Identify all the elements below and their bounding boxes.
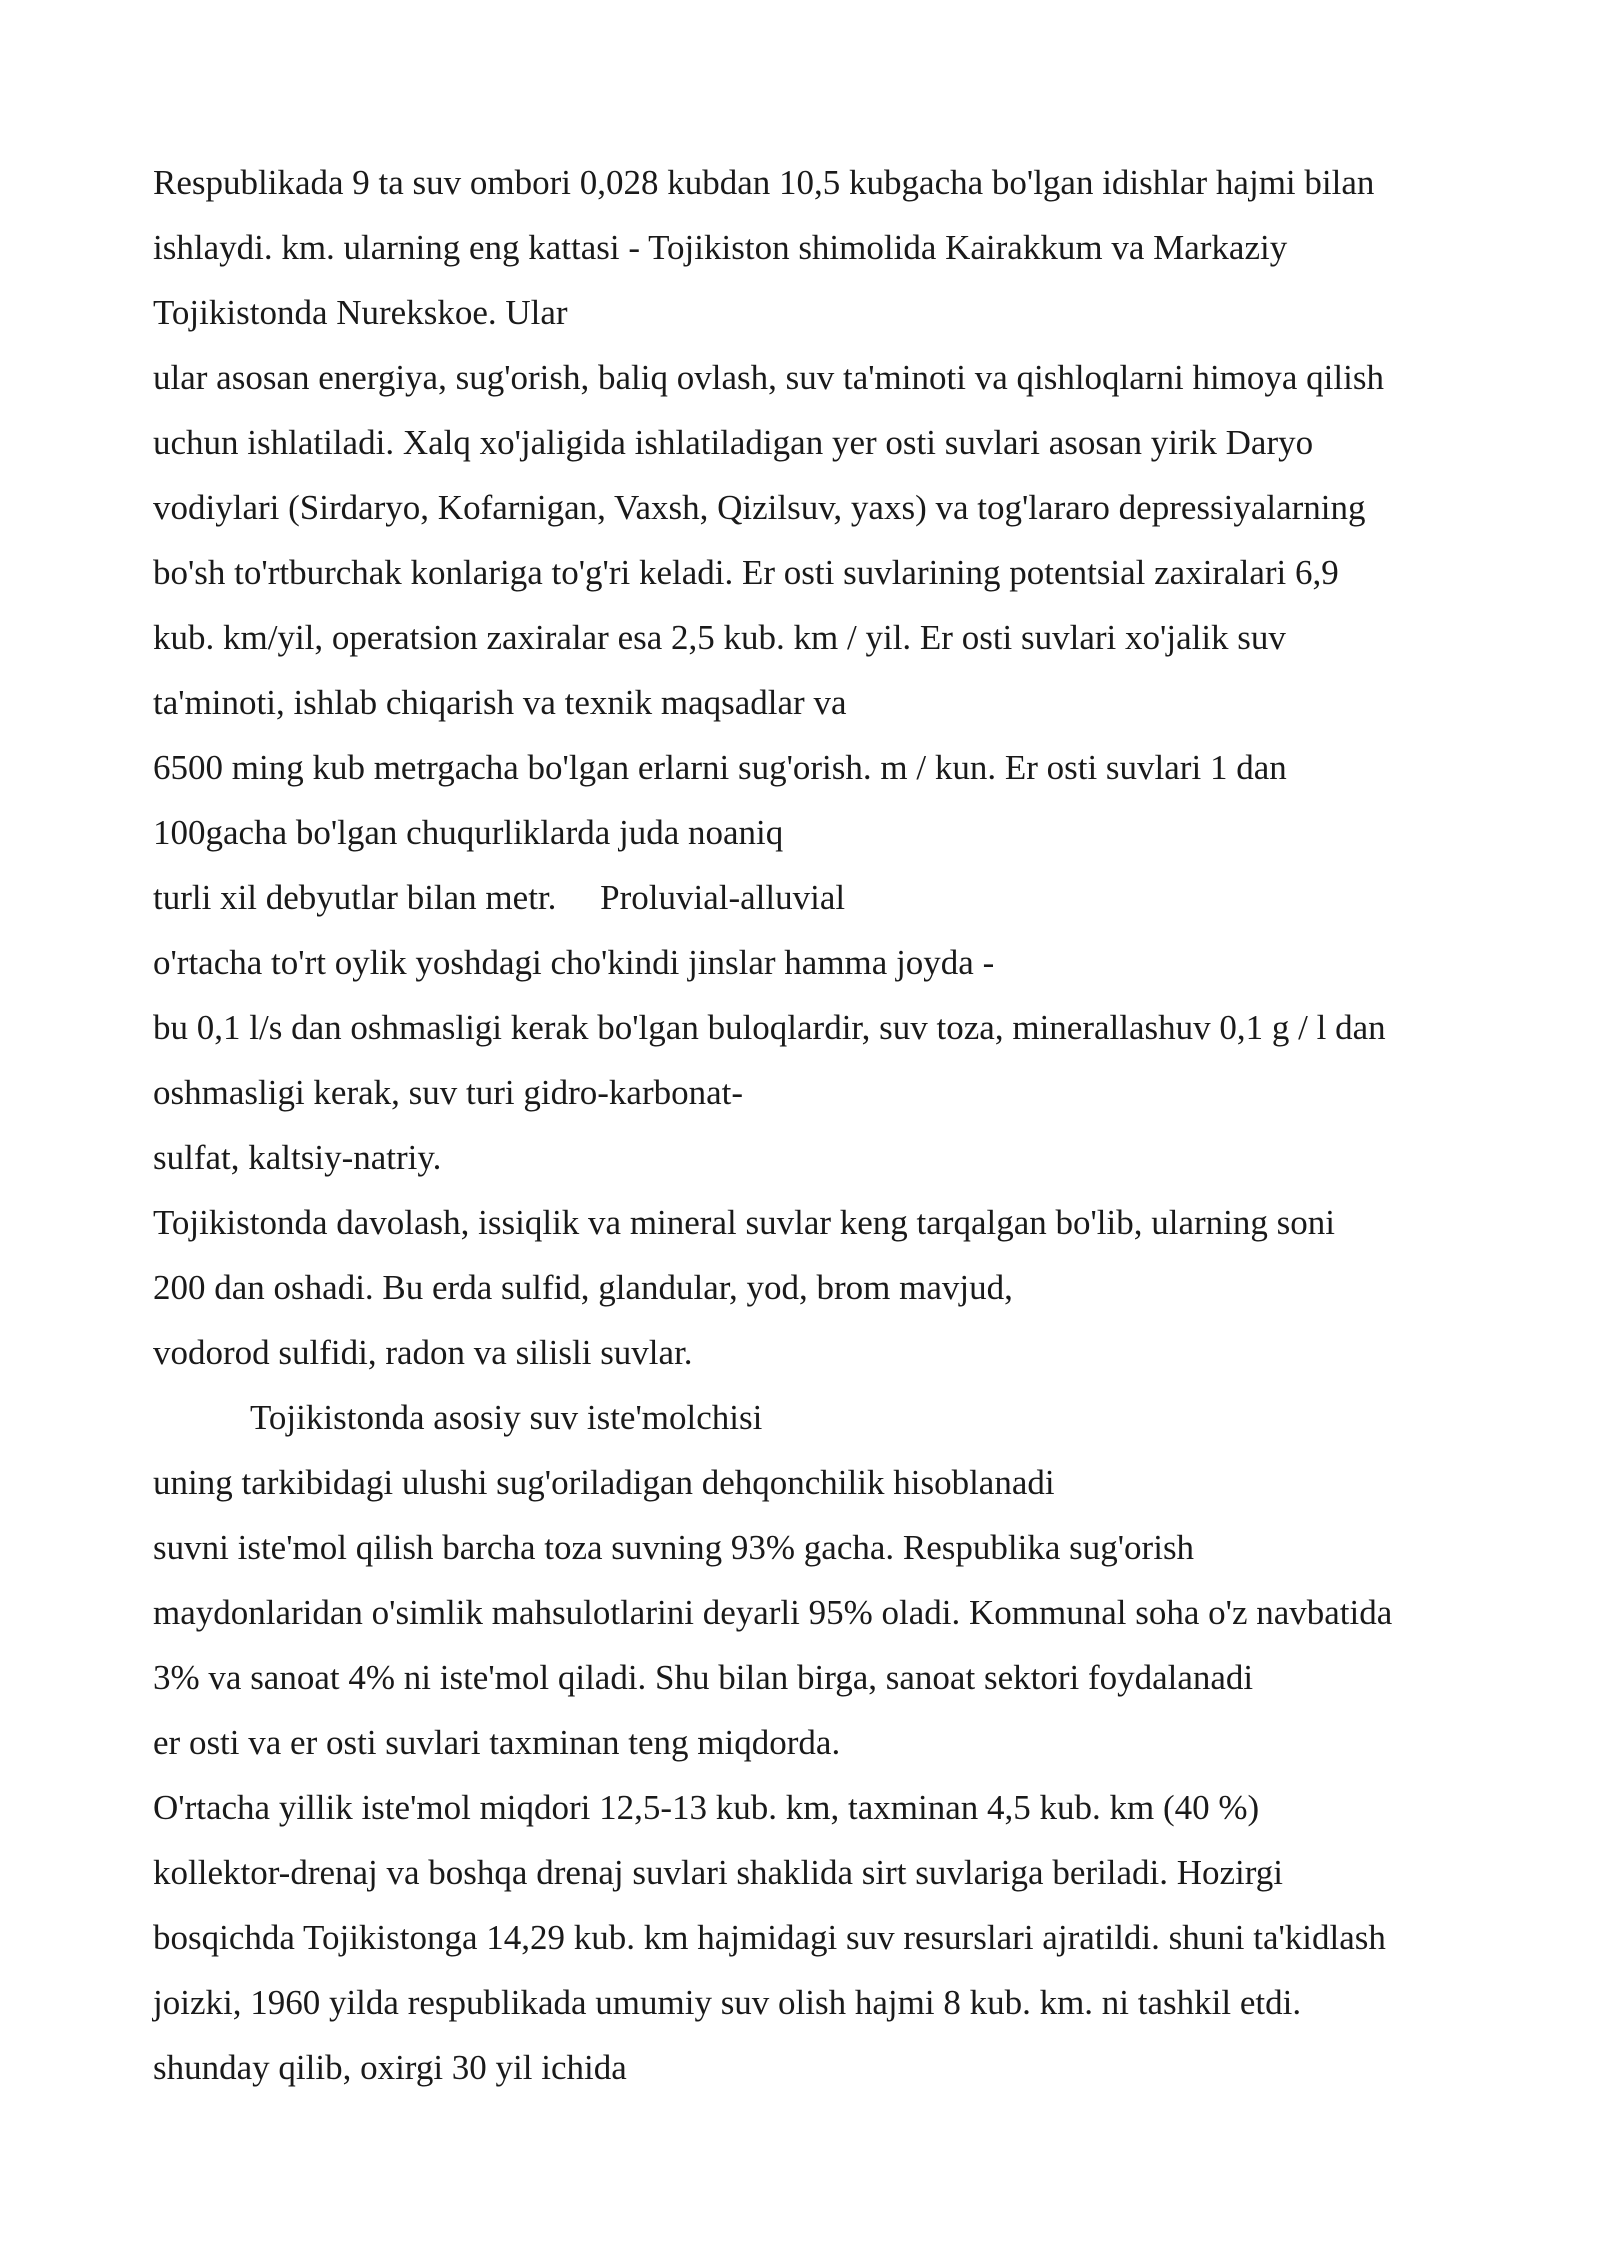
text-line: uchun ishlatiladi. Xalq xo'jaligida ishlatiladigan yer osti suvlari asosan yirik Daryo: [153, 423, 1314, 462]
text-line: shunday qilib, oxirgi 30 yil ichida: [153, 2048, 627, 2087]
text-line: O'rtacha yillik iste'mol miqdori 12,5-13 kub. km, taxminan 4,5 kub. km (40 %): [153, 1788, 1260, 1827]
text-line: ta'minoti, ishlab chiqarish va texnik maqsadlar va: [153, 683, 847, 722]
body-text: [153, 150, 1513, 2100]
text-line: ishlaydi. km. ularning eng kattasi - Tojikiston shimolida Kairakkum va Markaziy: [153, 228, 1288, 267]
text-line: joizki, 1960 yilda respublikada umumiy suv olish hajmi 8 kub. km. ni tashkil etdi.: [153, 1983, 1302, 2022]
text-line: Respublikada 9 ta suv ombori 0,028 kubdan 10,5 kubgacha bo'lgan idishlar hajmi bilan: [153, 163, 1375, 202]
text-line: 200 dan oshadi. Bu erda sulfid, glandular, yod, brom mavjud,: [153, 1268, 1013, 1307]
text-line: 6500 ming kub metrgacha bo'lgan erlarni sug'orish. m / kun. Er osti suvlari 1 dan: [153, 748, 1287, 787]
text-line: 3% va sanoat 4% ni iste'mol qiladi. Shu bilan birga, sanoat sektori foydalanadi: [153, 1658, 1254, 1697]
text-line: kub. km/yil, operatsion zaxiralar esa 2,5 kub. km / yil. Er osti suvlari xo'jalik suv: [153, 618, 1286, 657]
text-line: 100gacha bo'lgan chuqurliklarda juda noaniq: [153, 813, 784, 852]
text-line: maydonlaridan o'simlik mahsulotlarini deyarli 95% oladi. Kommunal soha o'z navbatida: [153, 1593, 1393, 1632]
text-line: vodorod sulfidi, radon va silisli suvlar.: [153, 1333, 693, 1372]
text-line: suvni iste'mol qilish barcha toza suvning 93% gacha. Respublika sug'orish: [153, 1528, 1195, 1567]
text-line: sulfat, kaltsiy-natriy.: [153, 1138, 442, 1177]
text-line: bu 0,1 l/s dan oshmasligi kerak bo'lgan buloqlardir, suv toza, minerallashuv 0,1 g / l dan: [153, 1008, 1386, 1047]
text-line: Tojikistonda Nurekskoe. Ular: [153, 293, 568, 332]
text-line: o'rtacha to'rt oylik yoshdagi cho'kindi jinslar hamma joyda -: [153, 943, 995, 982]
text-line: ular asosan energiya, sug'orish, baliq ovlash, suv ta'minoti va qishloqlarni himoya qilish: [153, 358, 1384, 397]
text-line: Tojikistonda davolash, issiqlik va mineral suvlar keng tarqalgan bo'lib, ularning soni: [153, 1203, 1335, 1242]
text-line: vodiylari (Sirdaryo, Kofarnigan, Vaxsh, Qizilsuv, yaxs) va tog'lararo depressiyalarning: [153, 488, 1366, 527]
text-line: uning tarkibidagi ulushi sug'oriladigan dehqonchilik hisoblanadi: [153, 1463, 1055, 1502]
text-line: kollektor-drenaj va boshqa drenaj suvlari shaklida sirt suvlariga beriladi. Hozirgi: [153, 1853, 1283, 1892]
text-line: er osti va er osti suvlari taxminan teng miqdorda.: [153, 1723, 841, 1762]
text-line: bosqichda Tojikistonga 14,29 kub. km hajmidagi suv resurslari ajratildi. shuni ta'kidlash: [153, 1918, 1386, 1957]
text-line: turli xil debyutlar bilan metr. Proluvial-alluvial: [153, 878, 846, 917]
text-line: bo'sh to'rtburchak konlariga to'g'ri keladi. Er osti suvlarining potentsial zaxiralari 6,9: [153, 553, 1339, 592]
text-line: oshmasligi kerak, suv turi gidro-karbonat-: [153, 1073, 744, 1112]
text-line-indented: Tojikistonda asosiy suv iste'molchisi: [250, 1398, 763, 1437]
